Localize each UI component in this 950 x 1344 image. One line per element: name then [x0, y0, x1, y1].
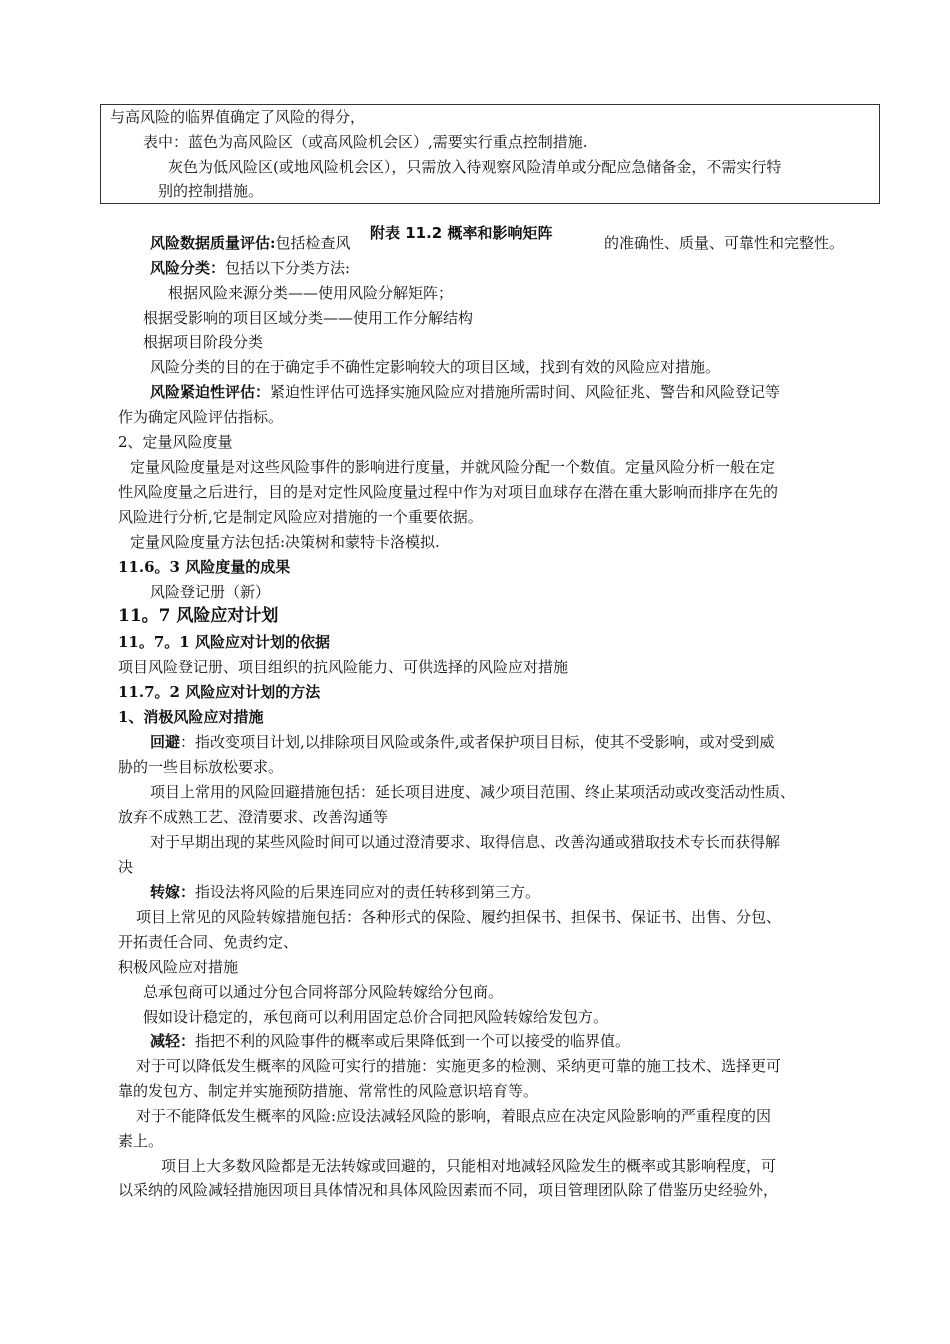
avoid-measures-2: 放弃不成熟工艺、澄清要求、改善沟通等 [118, 808, 389, 826]
urgency-text-2: 作为确定风险评估指标。 [118, 408, 284, 426]
mitigate-measures-2: 靠的发包方、制定并实施预防措施、常常性的风险意识培育等。 [118, 1082, 539, 1100]
classify-method-2: 根据受影响的项目区域分类——使用工作分解结构 [143, 309, 474, 327]
avoid-measures-3: 对于早期出现的某些风险时间可以通过澄清要求、取得信息、改善沟通或猎取技术专长而获得解 [150, 833, 781, 851]
quant-para-2: 性风险度量之后进行，目的是对定性风险度量过程中作为对项目血球存在潜在重大影响而排序在先的 [118, 483, 779, 501]
transfer-label: 转嫁： [150, 883, 196, 901]
quality-paragraph [150, 233, 351, 253]
urgency-paragraph [150, 382, 780, 402]
urgency-text: 紧迫性评估可选择实施风险应对措施所需时间、风险征兆、警告和风险登记等 [270, 383, 781, 401]
mitigate-paragraph [150, 1031, 630, 1051]
avoid-label: 回避 [150, 733, 181, 751]
section-11-6-3-heading: 11.6。3 风险度量的成果 [118, 558, 291, 576]
mitigate-measures-6: 以采纳的风险减轻措施因项目具体情况和具体风险因素而不同，项目管理团队除了借鉴历史经验外， [118, 1181, 779, 1199]
transfer-measures-2: 开拓责任合同、免责约定、 [118, 933, 299, 951]
quality-text-right: 的准确性、质量、可靠性和完整性。 [604, 234, 845, 252]
quant-methods: 定量风险度量方法包括:决策树和蒙特卡洛模拟. [130, 533, 440, 551]
mitigate-measures-1: 对于可以降低发生概率的风险可实行的措施：实施更多的检测、采纳更可靠的施工技术、选择更可 [136, 1057, 782, 1075]
section-11-7-1-text: 项目风险登记册、项目组织的抗风险能力、可供选择的风险应对措施 [118, 658, 569, 676]
avoid-measures-1: 项目上常用的风险回避措施包括：延长项目进度、减少项目范围、终止某项活动或改变活动性质、 [150, 783, 796, 801]
transfer-measures-3: 积极风险应对措施 [118, 958, 239, 976]
mitigate-measures-5: 项目上大多数风险都是无法转嫁或回避的，只能相对地减轻风险发生的概率或其影响程度，可 [161, 1157, 777, 1175]
box-line-4: 别的控制措施。 [158, 182, 264, 200]
section-11-7-1-heading: 11。7。1 风险应对计划的依据 [118, 633, 330, 651]
box-line-3: 灰色为低风险区(或地风险机会区），只需放入待观察风险清单或分配应急储备金，不需实行特 [168, 158, 782, 176]
transfer-text: 指设法将风险的后果连同应对的责任转移到第三方。 [195, 883, 541, 901]
section-11-6-3-text: 风险登记册（新） [150, 583, 271, 601]
transfer-measures-4: 总承包商可以通过分包合同将部分风险转嫁给分包商。 [143, 983, 504, 1001]
section-11-7-heading: 11。7 风险应对计划 [118, 606, 279, 626]
avoid-text-2: 胁的一些目标放松要求。 [118, 758, 284, 776]
mitigate-measures-3: 对于不能降低发生概率的风险:应设法减轻风险的影响，着眼点应在决定风险影响的严重程度的因 [136, 1107, 772, 1125]
mitigate-label: 减轻： [150, 1032, 196, 1050]
quant-heading: 2、定量风险度量 [118, 433, 233, 451]
quant-para-1: 定量风险度量是对这些风险事件的影响进行度量，并就风险分配一个数值。定量风险分析一般在定 [130, 458, 776, 476]
quant-para-3: 风险进行分析,它是制定风险应对措施的一个重要依据。 [118, 508, 483, 526]
classify-paragraph [150, 258, 350, 278]
section-11-7-2-heading: 11.7。2 风险应对计划的方法 [118, 683, 321, 701]
transfer-paragraph [150, 882, 540, 902]
box-line-2: 表中：蓝色为高风险区（或高风险机会区）,需要实行重点控制措施. [143, 133, 588, 151]
avoid-text: ：指改变项目计划,以排除项目风险或条件,或者保护项目目标，使其不受影响，或对受到威 [180, 733, 775, 751]
classify-method-1: 根据风险来源分类——使用风险分解矩阵； [168, 284, 454, 302]
avoid-paragraph [150, 732, 775, 752]
negative-heading: 1、消极风险应对措施 [118, 708, 264, 726]
quality-label: 风险数据质量评估: [150, 234, 276, 252]
transfer-measures-1: 项目上常见的风险转嫁措施包括：各种形式的保险、履约担保书、担保书、保证书、出售、分包、 [136, 908, 782, 926]
mitigate-measures-4: 素上。 [118, 1132, 164, 1150]
quality-text-left: 包括检查风 [275, 234, 351, 252]
classify-method-3: 根据项目阶段分类 [143, 333, 264, 351]
urgency-label: 风险紧迫性评估： [150, 383, 271, 401]
transfer-measures-5: 假如设计稳定的，承包商可以利用固定总价合同把风险转嫁给发包方。 [143, 1008, 609, 1026]
table-caption: 附表 11.2 概率和影响矩阵 [366, 223, 556, 243]
classify-purpose: 风险分类的目的在于确定手不确性定影响较大的项目区域，找到有效的风险应对措施。 [150, 358, 721, 376]
classify-label: 风险分类： [150, 259, 226, 277]
avoid-measures-4: 决 [118, 858, 134, 876]
mitigate-text: 指把不利的风险事件的概率或后果降低到一个可以接受的临界值。 [195, 1032, 631, 1050]
classify-text: 包括以下分类方法: [225, 259, 351, 277]
box-line-1: 与高风险的临界值确定了风险的得分， [110, 108, 366, 126]
